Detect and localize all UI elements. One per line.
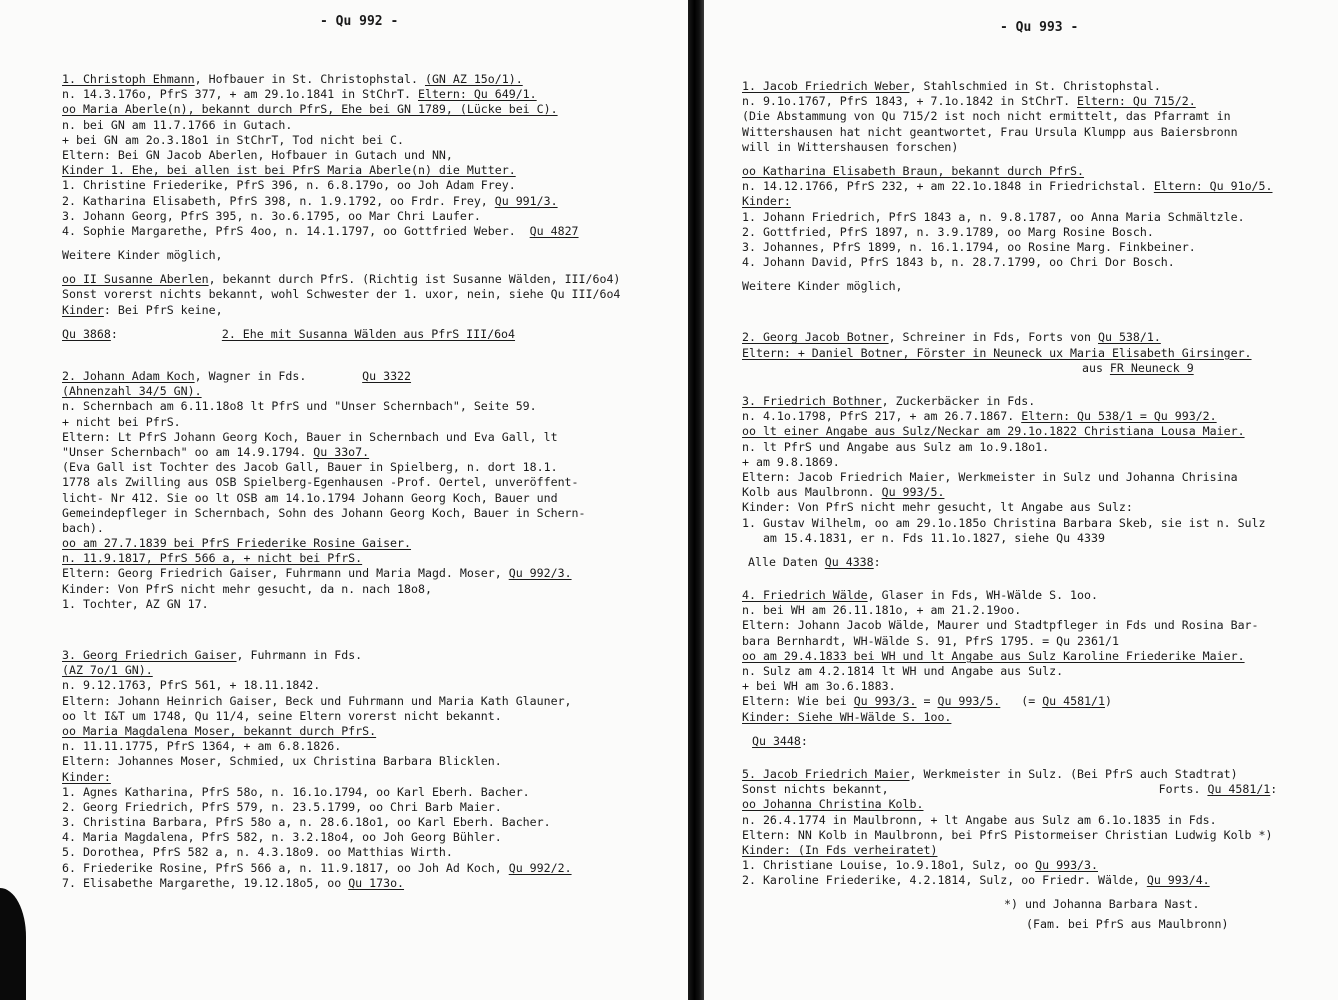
name-heading: 1. Christoph Ehmann xyxy=(62,72,195,86)
line-text: (AZ 7o/1 GN). xyxy=(62,663,153,678)
line-text: + bei WH am 3o.6.1883. xyxy=(742,679,896,694)
line-text: ) xyxy=(1105,694,1112,709)
children-heading: Kinder: xyxy=(742,194,791,209)
child-line: 2. Georg Friedrich, PfrS 579, n. 23.5.1799, oo Chri Barb Maier. xyxy=(62,799,502,814)
ref-link: Qu 991/3. xyxy=(494,193,558,208)
entry-johann-adam-koch xyxy=(62,369,682,612)
page-header-right: - Qu 993 - xyxy=(1000,20,1079,35)
line-text: "Unser Schernbach" oo am 14.9.1794. xyxy=(62,444,314,459)
ref-link: Qu 3322 xyxy=(362,369,412,383)
child-line: 4. Sophie Margarethe, PfrS 4oo, n. 14.1.1797, oo Gottfried Weber. xyxy=(62,223,530,238)
entry-georg-jacob-botner xyxy=(742,330,1332,376)
line-text: n. 9.12.1763, PfrS 561, + 18.11.1842. xyxy=(62,678,321,693)
entry-jacob-friedrich-maier xyxy=(742,767,1332,932)
line-text: , Schreiner in Fds, Forts von xyxy=(888,330,1098,345)
line-text: Eltern: Wie bei xyxy=(742,694,854,709)
children-heading: Kinder: (In Fds verheiratet) xyxy=(742,842,938,857)
ref-link: Qu 3868 xyxy=(62,326,111,341)
child-line: 1. Johann Friedrich, PfrS 1843 a, n. 9.8.1787, oo Anna Maria Schmältzle. xyxy=(742,209,1245,224)
entry-friedrich-bothner xyxy=(742,394,1332,570)
line-text: Eltern: Georg Friedrich Gaiser, Fuhrmann und Maria Magd. Moser, xyxy=(62,566,509,581)
page-header-left: - Qu 992 - xyxy=(320,14,399,29)
line-text: Kolb aus Maulbronn. xyxy=(742,485,882,500)
name-heading: 1. Jacob Friedrich Weber xyxy=(742,79,910,93)
line-text: (Eva Gall ist Tochter des Jacob Gall, Bauer in Spielberg, n. dort 18.1. xyxy=(62,460,558,475)
right-page-body xyxy=(742,79,1332,932)
ref-link: Qu 993/5. xyxy=(937,694,1001,709)
line-text: Eltern: NN Kolb in Maulbronn, bei PfrS Pistormeiser Christian Ludwig Kolb *) xyxy=(742,827,1273,842)
ref-link: Qu 993/3. xyxy=(853,694,917,709)
line-text: Eltern: Johann Jacob Wälde, Maurer und Stadtpfleger in Fds und Rosina Bar- xyxy=(742,618,1259,633)
line-text: oo lt I&T um 1748, Qu 11/4, seine Eltern vorerst nicht bekannt. xyxy=(62,708,502,723)
ref-link: Qu 33o7. xyxy=(313,444,370,459)
scan-shadow xyxy=(0,888,26,1000)
line-text: + nicht bei PfrS. xyxy=(62,414,181,429)
line-text: , Werkmeister in Sulz. (Bei PfrS auch Stadtrat) xyxy=(909,766,1238,781)
line-text: n. lt PfrS und Angabe aus Sulz am 1o.9.18o1. xyxy=(742,439,1050,454)
line-text: (Die Abstammung von Qu 715/2 ist noch nicht ermittelt, das Pfarramt in xyxy=(742,109,1231,124)
ref-link: Qu 993/3. xyxy=(1035,858,1098,873)
line-text: n. bei WH am 26.11.181o, + am 21.2.19oo. xyxy=(742,603,1022,618)
spouse-line: oo am 29.4.1833 bei WH und lt Angabe aus Sulz Karoline Friederike Maier. xyxy=(742,648,1245,663)
line-text: + am 9.8.1869. xyxy=(742,454,840,469)
ref-link: Eltern: Qu 715/2. xyxy=(1077,94,1196,109)
line-text: Forts. xyxy=(1158,782,1208,797)
line-text: , Wagner in Fds. xyxy=(194,369,363,383)
child-line: 2. Katharina Elisabeth, PfrS 398, n. 1.9.1792, oo Frdr. Frey, xyxy=(62,193,495,208)
children-heading: Kinder: Siehe WH-Wälde S. 1oo. xyxy=(742,709,952,724)
line-text: n. Sulz am 4.2.1814 lt WH und Angabe aus Sulz. xyxy=(742,664,1064,678)
line-text: Weitere Kinder möglich, xyxy=(742,279,903,294)
line-text: , bekannt durch PfrS. (Richtig ist Susanne Wälden, III/6o4) xyxy=(208,272,621,287)
name-heading: 3. Georg Friedrich Gaiser xyxy=(62,648,237,662)
book-gutter xyxy=(688,0,704,1000)
ref-link: Qu 4338 xyxy=(824,554,874,569)
line-text: (Ahnenzahl 34/5 GN). xyxy=(62,384,202,399)
line-text: Sonst nichts bekannt, xyxy=(742,782,889,797)
line-text: Eltern: Johannes Moser, Schmied, ux Christina Barbara Blicklen. xyxy=(62,754,502,769)
marriage-note: 2. Ehe mit Susanna Wälden aus PfrS III/6o4 xyxy=(221,326,516,341)
line-text: 1778 als Zwilling aus OSB Spielberg-Egenhausen -Prof. Oertel, unveröffent- xyxy=(62,475,579,490)
line-text: n. 26.4.1774 in Maulbronn, + lt Angabe aus Sulz am 6.1o.1835 in Fds. xyxy=(742,812,1217,827)
colon: : xyxy=(1270,782,1278,797)
line-text: , Hofbauer in St. Christophstal. xyxy=(194,72,425,86)
line-text: , Glaser in Fds, WH-Wälde S. 1oo. xyxy=(867,588,1098,603)
child-line: 7. Elisabethe Margarethe, 19.12.18o5, oo xyxy=(62,875,349,890)
line-text: n. 9.1o.1767, PfrS 1843, + 7.1o.1842 in StChrT. xyxy=(742,94,1078,109)
children-heading: Kinder 1. Ehe, bei allen ist bei PfrS Maria Aberle(n) die Mutter. xyxy=(62,163,516,178)
line-text: n. 4.1o.1798, PfrS 217, + am 26.7.1867. xyxy=(742,409,1022,424)
footnote: *) und Johanna Barbara Nast. xyxy=(1004,897,1200,912)
line-text: Sonst vorerst nichts bekannt, wohl Schwester der 1. uxor, nein, siehe Qu III/6o4 xyxy=(62,287,621,302)
line-text: Eltern: Johann Heinrich Gaiser, Beck und Fuhrmann und Maria Kath Glauner, xyxy=(62,693,572,708)
line-text: n. bei GN am 11.7.1766 in Gutach. xyxy=(62,117,293,132)
line-text: aus xyxy=(1082,360,1110,375)
name-heading: 2. Johann Adam Koch xyxy=(62,369,195,383)
ref-link: FR Neuneck 9 xyxy=(1109,360,1194,375)
ref-link: Eltern: Qu 538/1 = Qu 993/2. xyxy=(1021,409,1217,424)
child-line: 3. Christina Barbara, PfrS 58o a, n. 28.6.18o1, oo Karl Eberh. Bacher. xyxy=(62,815,551,830)
line-text: n. Schernbach am 6.11.18o8 lt PfrS und "Unser Schernbach", Seite 59. xyxy=(62,399,537,414)
line-text: (= xyxy=(1000,694,1043,709)
line-text: Eltern: Jacob Friedrich Maier, Werkmeister in Sulz und Johanna Chrisina xyxy=(742,469,1238,484)
child-line: 1. Gustav Wilhelm, oo am 29.1o.185o Christina Barbara Skeb, sie ist n. Sulz xyxy=(742,515,1266,530)
children-heading: Kinder xyxy=(62,302,104,317)
line-text: : Bei PfrS keine, xyxy=(103,302,223,317)
line-text: : xyxy=(873,554,881,569)
line-text: : xyxy=(800,733,808,748)
ref-link: Qu 173o. xyxy=(348,875,405,890)
name-heading: 4. Friedrich Wälde xyxy=(742,588,868,603)
child-line: 1. Tochter, AZ GN 17. xyxy=(62,596,209,611)
line-text: , Zuckerbäcker in Fds. xyxy=(881,394,1036,408)
line-text: licht- Nr 412. Sie oo lt OSB am 14.1o.1794 Johann Georg Koch, Bauer und xyxy=(62,490,558,505)
spouse-line: oo II Susanne Aberlen xyxy=(62,272,209,287)
line-text: + bei GN am 2o.3.18o1 in StChrT, Tod nicht bei C. xyxy=(62,132,405,147)
line-text: Wittershausen hat nicht geantwortet, Frau Ursula Klumpp aus Baiersbronn xyxy=(742,124,1238,139)
spouse-line: oo am 27.7.1839 bei PfrS Friederike Rosine Gaiser. xyxy=(62,536,412,551)
line-text: , Fuhrmann in Fds. xyxy=(236,648,363,662)
children-heading: Kinder: xyxy=(62,769,111,784)
child-line: 4. Johann David, PfrS 1843 b, n. 28.7.1799, oo Chri Dor Bosch. xyxy=(742,255,1175,270)
name-heading: 2. Georg Jacob Botner xyxy=(742,330,889,345)
ref-link: (GN AZ 15o/1). xyxy=(424,72,523,86)
line-text: n. 14.12.1766, PfrS 232, + am 22.1o.1848 in Friedrichstal. xyxy=(742,179,1154,194)
line-text: Weitere Kinder möglich, xyxy=(62,248,223,263)
line-text: Eltern: Lt PfrS Johann Georg Koch, Bauer in Schernbach und Eva Gall, lt xyxy=(62,429,558,444)
spouse-line: oo Maria Aberle(n), bekannt durch PfrS, Ehe bei GN 1789, (Lücke bei C). xyxy=(62,102,558,117)
entry-jacob-friedrich-weber xyxy=(742,79,1332,294)
ref-link: Eltern: Qu 649/1. xyxy=(417,87,537,102)
name-heading: 5. Jacob Friedrich Maier xyxy=(742,766,910,781)
line-text: Eltern: + Daniel Botner, Förster in Neuneck ux Maria Elisabeth Girsinger. xyxy=(742,345,1252,360)
entry-georg-friedrich-gaiser xyxy=(62,648,682,891)
line-text: Eltern: Bei GN Jacob Aberlen, Hofbauer in Gutach und NN, xyxy=(62,147,453,162)
ref-link: Qu 993/4. xyxy=(1146,873,1210,888)
line-text: Kinder: Von PfrS nicht mehr gesucht, lt Angabe aus Sulz: xyxy=(742,500,1133,515)
child-line: 2. Karoline Friederike, 4.2.1814, Sulz, oo Friedr. Wälde, xyxy=(742,873,1147,888)
child-line: 6. Friederike Rosine, PfrS 566 a, n. 11.9.1817, oo Joh Ad Koch, xyxy=(62,860,509,875)
ref-link: Qu 993/5. xyxy=(881,485,945,500)
child-line: 1. Agnes Katharina, PfrS 58o, n. 16.1o.1794, oo Karl Eberh. Bacher. xyxy=(62,784,530,799)
right-page xyxy=(704,0,1338,1000)
child-line: 5. Dorothea, PfrS 582 a, n. 4.3.18o9. oo Matthias Wirth. xyxy=(62,845,453,860)
line-text: bach). xyxy=(62,520,104,535)
ref-link: Qu 4581/1 xyxy=(1042,694,1106,709)
name-heading: 3. Friedrich Bothner xyxy=(742,394,882,408)
ref-link: Qu 992/2. xyxy=(508,860,572,875)
line-text: , Stahlschmied in St. Christophstal. xyxy=(909,79,1161,93)
child-line: 3. Johann Georg, PfrS 395, n. 3o.6.1795, oo Mar Chri Laufer. xyxy=(62,208,481,223)
ref-link: Eltern: Qu 91o/5. xyxy=(1153,179,1273,194)
child-line: 1. Christine Friederike, PfrS 396, n. 6.8.179o, oo Joh Adam Frey. xyxy=(62,178,516,193)
line-text: will in Wittershausen forschen) xyxy=(742,139,959,154)
child-line: 3. Johannes, PfrS 1899, n. 16.1.1794, oo Rosine Marg. Finkbeiner. xyxy=(742,239,1196,254)
line-text: n. 11.11.1775, PfrS 1364, + am 6.8.1826. xyxy=(62,739,342,754)
line-text: : xyxy=(110,326,118,341)
ref-link: Qu 538/1. xyxy=(1098,330,1161,345)
line-text: Kinder: Von PfrS nicht mehr gesucht, da n. nach 18o8, xyxy=(62,581,432,596)
line-text: Alle Daten xyxy=(748,554,825,569)
entry-christoph-ehmann xyxy=(62,72,682,342)
line-text: bara Bernhardt, WH-Wälde S. 91, PfrS 1795. = Qu 2361/1 xyxy=(742,633,1119,648)
spouse-line: oo Katharina Elisabeth Braun, bekannt durch PfrS. xyxy=(742,163,1085,178)
line-text: n. 14.3.176o, PfrS 377, + am 29.1o.1841 in StChrT. xyxy=(62,87,418,102)
child-line: 4. Maria Magdalena, PfrS 582, n. 3.2.18o4, oo Joh Georg Bühler. xyxy=(62,830,502,845)
ref-link: Qu 4827 xyxy=(529,223,579,238)
spouse-line: oo Johanna Christina Kolb. xyxy=(742,797,924,812)
line-text: Gemeindepfleger in Schernbach, Sohn des Johann Georg Koch, Bauer in Schern- xyxy=(62,505,586,520)
line-text: n. 11.9.1817, PfrS 566 a, + nicht bei PfrS. xyxy=(62,551,363,566)
child-line: 1. Christiane Louise, 1o.9.18o1, Sulz, oo xyxy=(742,858,1036,873)
footnote: (Fam. bei PfrS aus Maulbronn) xyxy=(1026,916,1229,931)
ref-link: Qu 4581/1 xyxy=(1207,782,1271,797)
left-page-body xyxy=(62,72,682,891)
entry-friedrich-waelde xyxy=(742,588,1332,749)
ref-link: Qu 3448 xyxy=(752,733,801,748)
child-line: am 15.4.1831, er n. Fds 11.1o.1827, siehe Qu 4339 xyxy=(742,530,1105,545)
spouse-line: oo Maria Magdalena Moser, bekannt durch PfrS. xyxy=(62,723,377,738)
line-text: = xyxy=(916,694,938,709)
spouse-line: oo lt einer Angabe aus Sulz/Neckar am 29.1o.1822 Christiana Lousa Maier. xyxy=(742,424,1245,439)
ref-link: Qu 992/3. xyxy=(508,566,572,581)
child-line: 2. Gottfried, PfrS 1897, n. 3.9.1789, oo Marg Rosine Bosch. xyxy=(742,224,1154,239)
